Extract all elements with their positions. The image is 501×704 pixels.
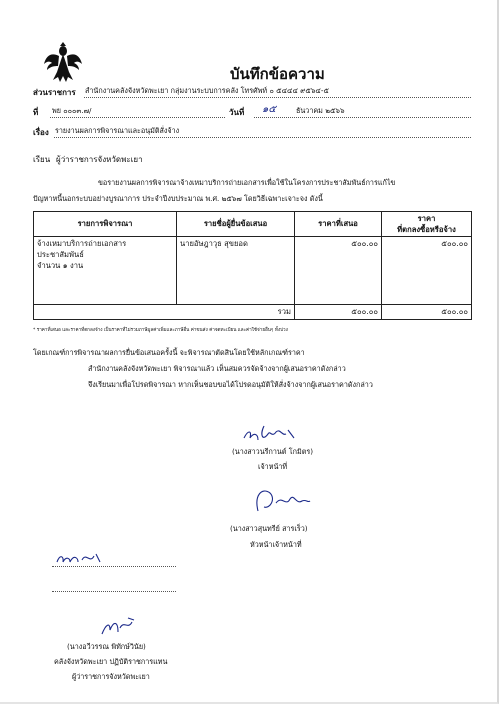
ref-dotted-line xyxy=(50,117,225,118)
garuda-emblem-icon xyxy=(43,42,83,84)
department-label: ส่วนราชการ xyxy=(33,88,76,97)
body-line-1: โดยเกณฑ์การพิจารณาผลการยื่นข้อเสนอครั้งนี้ จะพิจารณาตัดสินโดยใช้หลักเกณฑ์ราคา xyxy=(33,348,305,357)
subject-dotted-line xyxy=(54,137,471,138)
subject-label: เรื่อง xyxy=(33,128,49,137)
item-line2: ประชาสัมพันธ์ xyxy=(37,250,84,259)
subject-value: รายงานผลการพิจารณาและอนุมัติสั่งจ้าง xyxy=(55,126,180,135)
total-offered-cell: ๕๐๐.๐๐ xyxy=(295,305,382,320)
item-line1: จ้างเหมาบริการถ่ายเอกสาร xyxy=(37,239,127,248)
header-offered-price: ราคาที่เสนอ xyxy=(295,212,382,237)
approver-title-1: คลังจังหวัดพะเยา ปฏิบัติราชการแทน xyxy=(54,657,168,666)
table-header-row xyxy=(34,212,472,237)
body-line-2: สำนักงานคลังจังหวัดพะเยา พิจารณาแล้ว เห็นสมควรจัดจ้างจากผู้เสนอราคาดังกล่าว xyxy=(88,364,346,373)
bidder-cell: นายอัษฎาวุธ สุขยอด xyxy=(177,237,295,305)
approver-name: (นางอวีวรรณ พิทักษ์วินัย) xyxy=(67,642,146,651)
table-total-row xyxy=(34,305,472,320)
offered-price-cell: ๕๐๐.๐๐ xyxy=(295,237,382,305)
head-title: หัวหน้าเจ้าหน้าที่ xyxy=(250,540,302,549)
header-agreed-price xyxy=(382,212,472,237)
intro-line-2: ปัญหาหนี้นอกระบบอย่างบูรณาการ ประจำปีงบประมาณ พ.ศ. ๒๕๖๗ โดยวิธีเฉพาะเจาะจง ดังนี้ xyxy=(33,194,323,203)
approval-dotted-line-1 xyxy=(52,566,176,567)
head-name: (นางสาวสุนทรีย์ สารเร็ว) xyxy=(230,524,308,533)
table-footnote: * ราคาที่เสนอ และราคาที่ตกลงจ้าง เป็นราคาที่ไม่รวมภาษีมูลค่าเพิ่มและภาษีอื่น ค่าขนส่ง ค่าจดทะเบียน และค่าใช้จ่ายอื่นๆ ทั้งปวง xyxy=(33,328,288,333)
price-table xyxy=(33,211,472,320)
table-row xyxy=(34,237,472,305)
approver-title-2: ผู้ว่าราชการจังหวัดพะเยา xyxy=(72,672,150,681)
officer-name: (นางสาวนรีกานต์ โกมิตร) xyxy=(232,447,314,456)
department-dotted-line xyxy=(84,97,471,98)
agreed-price-cell: ๕๐๐.๐๐ xyxy=(382,237,472,305)
approver-signature-icon xyxy=(98,614,138,638)
header-item: รายการพิจารณา xyxy=(34,212,177,237)
header-bidder: รายชื่อผู้ยื่นข้อเสนอ xyxy=(177,212,295,237)
officer-signature-icon xyxy=(240,420,300,446)
approval-dotted-line-2 xyxy=(52,591,176,592)
item-line3: จำนวน ๑ งาน xyxy=(37,261,84,270)
header-agreed-price-line1: ราคา xyxy=(417,214,436,223)
officer-title: เจ้าหน้าที่ xyxy=(258,462,288,471)
approval-handwriting-icon xyxy=(54,548,104,568)
salutation-label: เรียน xyxy=(33,155,51,164)
date-label: วันที่ xyxy=(229,108,245,117)
memo-title: บันทึกข้อความ xyxy=(230,65,325,83)
ref-label: ที่ xyxy=(33,108,39,117)
item-cell xyxy=(34,237,177,305)
header-agreed-price-line2: ที่ตกลงซื้อหรือจ้าง xyxy=(397,225,456,234)
head-signature-icon xyxy=(252,483,312,515)
total-label: รวม xyxy=(34,305,295,320)
department-value: สำนักงานคลังจังหวัดพะเยา กลุ่มงานระบบการคลัง โทรศัพท์ ๐ ๕๔๔๔ ๙๕๖๔-๕ xyxy=(85,86,329,95)
total-agreed-cell: ๕๐๐.๐๐ xyxy=(382,305,472,320)
date-day: ๑๕ xyxy=(262,104,276,115)
ref-value: พย ๐๐๐๓.๗/ xyxy=(52,106,92,115)
intro-line-1: ขอรายงานผลการพิจารณาจ้างเหมาบริการถ่ายเอกสารเพื่อใช้ในโครงการประชาสัมพันธ์การแก้ไข xyxy=(98,178,396,187)
salutation-value: ผู้ว่าราชการจังหวัดพะเยา xyxy=(56,155,143,164)
date-dotted-line xyxy=(254,117,471,118)
date-rest: ธันวาคม ๒๕๖๖ xyxy=(296,106,345,115)
body-line-3: จึงเรียนมาเพื่อโปรดพิจารณา หากเห็นชอบขอได้โปรดอนุมัติให้สั่งจ้างจากผู้เสนอราคาดังกล่าว xyxy=(88,380,373,389)
